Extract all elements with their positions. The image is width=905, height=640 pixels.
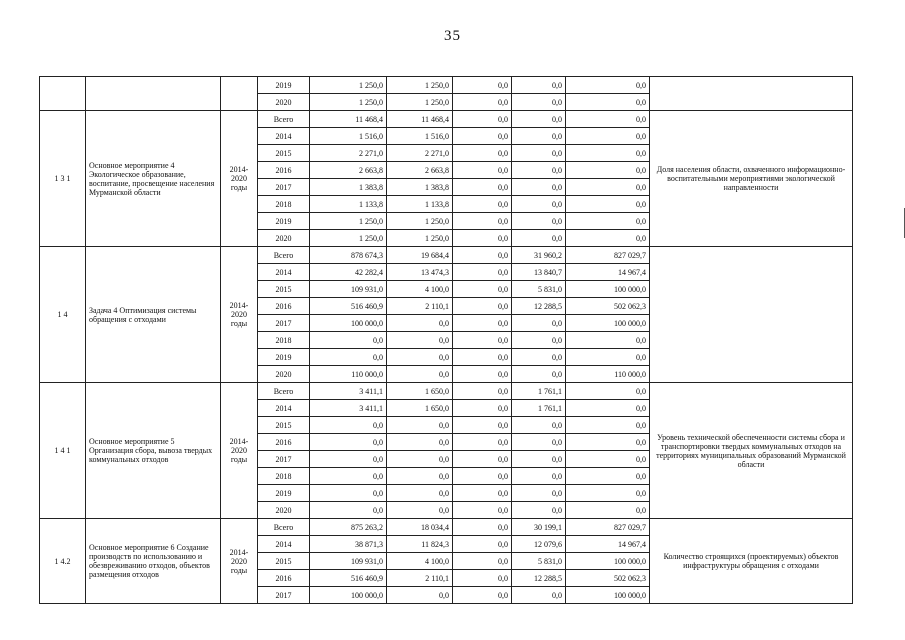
value-federal: 0,0 [453,400,512,417]
activity-name: Задача 4 Оптимизация системы обращения с отходами [86,247,221,383]
value-federal: 0,0 [453,94,512,111]
row-year: 2016 [258,434,310,451]
value-federal: 0,0 [453,570,512,587]
row-year: 2019 [258,349,310,366]
value-local: 1 761,1 [512,400,566,417]
value-local: 0,0 [512,213,566,230]
value-other: 0,0 [566,349,650,366]
value-total: 0,0 [310,332,387,349]
value-federal: 0,0 [453,264,512,281]
value-local: 0,0 [512,485,566,502]
value-regional: 1 250,0 [387,213,453,230]
value-total: 0,0 [310,349,387,366]
value-other: 100 000,0 [566,587,650,604]
item-number [40,77,86,111]
value-regional: 1 250,0 [387,77,453,94]
value-local: 12 288,5 [512,570,566,587]
row-year: 2018 [258,196,310,213]
value-other: 0,0 [566,128,650,145]
value-total: 110 000,0 [310,366,387,383]
value-total: 1 250,0 [310,230,387,247]
value-local: 0,0 [512,468,566,485]
row-year: 2017 [258,451,310,468]
row-year: Всего [258,111,310,128]
value-regional: 13 474,3 [387,264,453,281]
value-federal: 0,0 [453,366,512,383]
value-other: 0,0 [566,162,650,179]
indicator-text [650,77,853,111]
value-federal: 0,0 [453,332,512,349]
value-total: 2 271,0 [310,145,387,162]
value-regional: 0,0 [387,349,453,366]
value-local: 0,0 [512,366,566,383]
table-row [40,77,853,94]
row-year: 2020 [258,366,310,383]
row-year: 2015 [258,417,310,434]
value-local: 0,0 [512,451,566,468]
value-local: 5 831,0 [512,281,566,298]
value-total: 0,0 [310,502,387,519]
value-local: 0,0 [512,349,566,366]
value-local: 0,0 [512,77,566,94]
table-row [40,383,853,400]
value-other: 0,0 [566,468,650,485]
value-local: 0,0 [512,94,566,111]
value-regional: 0,0 [387,468,453,485]
indicator-text: Количество строящихся (проектируемых) объектов инфраструктуры обращения с отходами [650,519,853,604]
row-year: 2020 [258,502,310,519]
value-other: 0,0 [566,77,650,94]
value-total: 0,0 [310,434,387,451]
value-federal: 0,0 [453,145,512,162]
value-regional: 19 684,4 [387,247,453,264]
item-number: 1 3 1 [40,111,86,247]
value-regional: 4 100,0 [387,553,453,570]
value-other: 0,0 [566,196,650,213]
value-federal: 0,0 [453,383,512,400]
table-row [40,519,853,536]
value-other: 0,0 [566,94,650,111]
value-local: 0,0 [512,315,566,332]
value-total: 42 282,4 [310,264,387,281]
value-federal: 0,0 [453,196,512,213]
value-regional: 0,0 [387,485,453,502]
value-federal: 0,0 [453,553,512,570]
value-federal: 0,0 [453,179,512,196]
indicator-text: Уровень технической обеспеченности системы сбора и транспортировки твердых коммунальных отходов на территориях муниципальных образований Мурманской области [650,383,853,519]
value-local: 0,0 [512,162,566,179]
value-total: 1 250,0 [310,94,387,111]
value-total: 3 411,1 [310,400,387,417]
page-number: 35 [444,28,461,44]
value-total: 1 250,0 [310,213,387,230]
value-regional: 1 516,0 [387,128,453,145]
value-other: 0,0 [566,179,650,196]
value-regional: 0,0 [387,315,453,332]
value-other: 502 062,3 [566,298,650,315]
value-regional: 2 271,0 [387,145,453,162]
row-year: 2015 [258,145,310,162]
value-federal: 0,0 [453,434,512,451]
value-regional: 0,0 [387,451,453,468]
row-year: 2020 [258,94,310,111]
value-other: 0,0 [566,213,650,230]
value-federal: 0,0 [453,230,512,247]
value-other: 0,0 [566,417,650,434]
value-other: 0,0 [566,485,650,502]
row-year: 2015 [258,553,310,570]
value-regional: 0,0 [387,587,453,604]
value-federal: 0,0 [453,281,512,298]
value-other: 0,0 [566,111,650,128]
value-other: 14 967,4 [566,536,650,553]
value-local: 12 079,6 [512,536,566,553]
value-local: 0,0 [512,230,566,247]
row-year: 2014 [258,536,310,553]
value-federal: 0,0 [453,111,512,128]
row-year: 2018 [258,468,310,485]
value-federal: 0,0 [453,587,512,604]
row-year: 2019 [258,485,310,502]
value-total: 100 000,0 [310,315,387,332]
value-regional: 1 383,8 [387,179,453,196]
value-federal: 0,0 [453,315,512,332]
value-local: 0,0 [512,587,566,604]
value-regional: 1 250,0 [387,94,453,111]
value-federal: 0,0 [453,502,512,519]
value-regional: 18 034,4 [387,519,453,536]
value-other: 0,0 [566,332,650,349]
value-other: 100 000,0 [566,315,650,332]
value-local: 0,0 [512,502,566,519]
row-year: 2016 [258,298,310,315]
item-number: 1 4 1 [40,383,86,519]
value-total: 875 263,2 [310,519,387,536]
value-regional: 2 110,1 [387,570,453,587]
value-federal: 0,0 [453,213,512,230]
value-other: 14 967,4 [566,264,650,281]
value-federal: 0,0 [453,77,512,94]
value-local: 0,0 [512,128,566,145]
activity-name [86,77,221,111]
value-other: 100 000,0 [566,553,650,570]
value-total: 38 871,3 [310,536,387,553]
value-local: 0,0 [512,145,566,162]
value-federal: 0,0 [453,349,512,366]
value-other: 827 029,7 [566,519,650,536]
value-other: 0,0 [566,400,650,417]
period-years: 2014-2020 годы [221,111,258,247]
value-regional: 1 250,0 [387,230,453,247]
value-other: 0,0 [566,383,650,400]
period-years: 2014-2020 годы [221,519,258,604]
value-local: 0,0 [512,196,566,213]
value-total: 11 468,4 [310,111,387,128]
value-local: 0,0 [512,111,566,128]
value-total: 109 931,0 [310,553,387,570]
value-local: 1 761,1 [512,383,566,400]
value-federal: 0,0 [453,298,512,315]
row-year: 2014 [258,264,310,281]
value-local: 5 831,0 [512,553,566,570]
row-year: 2015 [258,281,310,298]
table-row [40,247,853,264]
value-total: 516 460,9 [310,298,387,315]
row-year: 2014 [258,400,310,417]
row-year: 2016 [258,570,310,587]
period-years [221,77,258,111]
budget-table [39,76,853,604]
value-other: 0,0 [566,145,650,162]
value-federal: 0,0 [453,247,512,264]
value-other: 0,0 [566,502,650,519]
value-local: 0,0 [512,434,566,451]
value-regional: 0,0 [387,332,453,349]
row-year: 2018 [258,332,310,349]
value-total: 516 460,9 [310,570,387,587]
row-year: 2017 [258,179,310,196]
value-total: 1 250,0 [310,77,387,94]
value-total: 1 516,0 [310,128,387,145]
value-total: 0,0 [310,451,387,468]
table-row [40,111,853,128]
value-regional: 11 468,4 [387,111,453,128]
value-regional: 4 100,0 [387,281,453,298]
value-total: 0,0 [310,468,387,485]
row-year: 2019 [258,213,310,230]
row-year: 2016 [258,162,310,179]
value-regional: 1 650,0 [387,400,453,417]
value-regional: 0,0 [387,417,453,434]
value-total: 2 663,8 [310,162,387,179]
activity-name: Основное мероприятие 4 Экологическое образование, воспитание, просвещение населения Мурманской области [86,111,221,247]
row-year: Всего [258,383,310,400]
value-federal: 0,0 [453,417,512,434]
value-total: 1 133,8 [310,196,387,213]
value-total: 878 674,3 [310,247,387,264]
value-total: 3 411,1 [310,383,387,400]
indicator-text [650,247,853,383]
value-regional: 1 133,8 [387,196,453,213]
value-federal: 0,0 [453,536,512,553]
value-other: 0,0 [566,451,650,468]
row-year: 2019 [258,77,310,94]
value-local: 30 199,1 [512,519,566,536]
activity-name: Основное мероприятие 5 Организация сбора, вывоза твердых коммунальных отходов [86,383,221,519]
indicator-text: Доля населения области, охваченного информационно-воспитательными мероприятиями экологической направленности [650,111,853,247]
value-local: 31 960,2 [512,247,566,264]
period-years: 2014-2020 годы [221,247,258,383]
value-federal: 0,0 [453,451,512,468]
value-regional: 2 663,8 [387,162,453,179]
row-year: 2014 [258,128,310,145]
item-number: 1 4 [40,247,86,383]
value-other: 100 000,0 [566,281,650,298]
value-federal: 0,0 [453,468,512,485]
period-years: 2014-2020 годы [221,383,258,519]
value-federal: 0,0 [453,162,512,179]
value-local: 12 288,5 [512,298,566,315]
value-regional: 0,0 [387,434,453,451]
value-total: 100 000,0 [310,587,387,604]
value-regional: 1 650,0 [387,383,453,400]
value-federal: 0,0 [453,485,512,502]
value-regional: 0,0 [387,366,453,383]
row-year: 2020 [258,230,310,247]
row-year: Всего [258,519,310,536]
value-regional: 0,0 [387,502,453,519]
value-other: 110 000,0 [566,366,650,383]
value-federal: 0,0 [453,519,512,536]
value-federal: 0,0 [453,128,512,145]
value-total: 1 383,8 [310,179,387,196]
value-regional: 2 110,1 [387,298,453,315]
item-number: 1 4.2 [40,519,86,604]
value-regional: 11 824,3 [387,536,453,553]
value-local: 0,0 [512,417,566,434]
row-year: 2017 [258,315,310,332]
value-total: 109 931,0 [310,281,387,298]
activity-name: Основное мероприятие 6 Создание производств по использованию и обезвреживанию отходов, объектов размещения отходов [86,519,221,604]
value-total: 0,0 [310,485,387,502]
value-other: 502 062,3 [566,570,650,587]
value-local: 0,0 [512,179,566,196]
row-year: Всего [258,247,310,264]
value-other: 827 029,7 [566,247,650,264]
value-other: 0,0 [566,230,650,247]
value-local: 0,0 [512,332,566,349]
row-year: 2017 [258,587,310,604]
value-other: 0,0 [566,434,650,451]
value-local: 13 840,7 [512,264,566,281]
value-total: 0,0 [310,417,387,434]
